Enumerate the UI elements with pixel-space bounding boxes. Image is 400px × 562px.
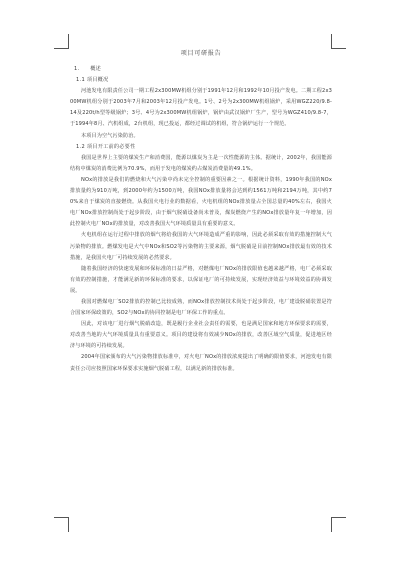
paragraph: 我国对燃煤电厂SO2排放的控制已比较成熟，而NOx排放控制技术尚处于起步阶段，电厂建设脱硝装置是符合国家环保政策的，SO2与NOx的协同控制是电厂环保工作的重点。 — [70, 298, 332, 317]
subsection-heading: 1.1 项目概况 — [76, 77, 109, 84]
paragraph: 火电机组在运行过程中排放的烟气将给我国的大气环境造成严重的影响，因此必须采取有效的措施控制大气污染物的排放。燃煤发电是大气中NOx和SO2等污染物的主要来源，烟气脱硝是目前控制NOx排放最有效的技术措施，是我国火电厂可持续发展的必然要求。 — [70, 232, 332, 261]
paragraph: 随着我国经济的快速发展和环保标准的日益严格，对燃煤电厂NOx的排放限值也越来越严格，电厂必须采取有效的控制措施，才能满足新的环保标准的要求，以保证电厂的可持续发展，实现经济效益与环境效益的协调发展。 — [70, 265, 332, 294]
paragraph: 本项目为空气污染防治。 — [81, 132, 139, 139]
paragraph: 河池发电有限责任公司一期工程2x300MW机组分别于1991年12月和1992年10月投产发电。二期工程2x300MW机组分别于2003年7月和2003年12月投产发电。1号、2号为2x300MW机组锅炉，采用WGZ220/9.8-14及220t/h型等级锅炉；3号、4号为2x300MW机组锅炉，锅炉由武汉锅炉厂生产，型号为WGZ410/9.8-7，于1994年8月、汽机组成，2台机组，现已投运，都经过调试的机组，符合锅炉运行一个规范。 — [70, 88, 332, 128]
document-body — [70, 48, 332, 375]
crop-mark-bottom-left — [54, 517, 69, 532]
document-title: 项目可研报告 — [180, 50, 222, 57]
subsection-heading: 1.2 项目开工前的必要性 — [76, 143, 136, 150]
crop-mark-bottom-right — [331, 517, 346, 532]
paragraph: NOx的排放是我们的燃烧和大气污染中尚未完全控制的重要因素之一。根据统计资料，1990年我国的NOx排放量约为910万吨，到2000年约为1500万吨，我国NOx排放量将会达到约1561万吨和2194万吨，其中约70%来自于煤炭的直接燃烧。从我国火电行业的数据看，火电机组的NOx排放量占全国总量的40%左右，我国火电厂NOx排放控制尚处于起步阶段，由于烟气脱硝设备尚未普及，煤炭燃烧产生的NOx排放量年复一年增加，因此控制火电厂NOx的排放量，对改善我国大气环境质量具有重要的意义。 — [70, 176, 332, 228]
crop-mark-top-right — [331, 34, 346, 49]
paragraph: 我国是世界上主要的煤炭生产和消费国，能源以煤炭为主是一次性能源的主体。据统计，2002年，我国能源结构中煤炭的消费比例为70.9%，而用于发电的煤炭约占煤炭消费量的49.1%。 — [70, 154, 332, 172]
crop-mark-top-left — [54, 34, 69, 49]
section-heading: 1. 概述 — [74, 66, 102, 72]
paragraph: 2004年国家颁布的大气污染物排放标准中，对火电厂NOx的排放浓度提出了明确的限值要求，河池发电有限责任公司应按照国家环保要求实施烟气脱硝工程，以满足新的排放标准。 — [70, 354, 332, 372]
paragraph: 因此，对该电厂进行烟气脱硝改造，既是履行企业社会责任的需要，也是满足国家和地方环保要求的需要，对改善当地的大气环境质量具有重要意义。项目的建设将有效减少NOx的排放，改善区域空气质量，促进地区经济与环境的可持续发展。 — [70, 321, 332, 350]
